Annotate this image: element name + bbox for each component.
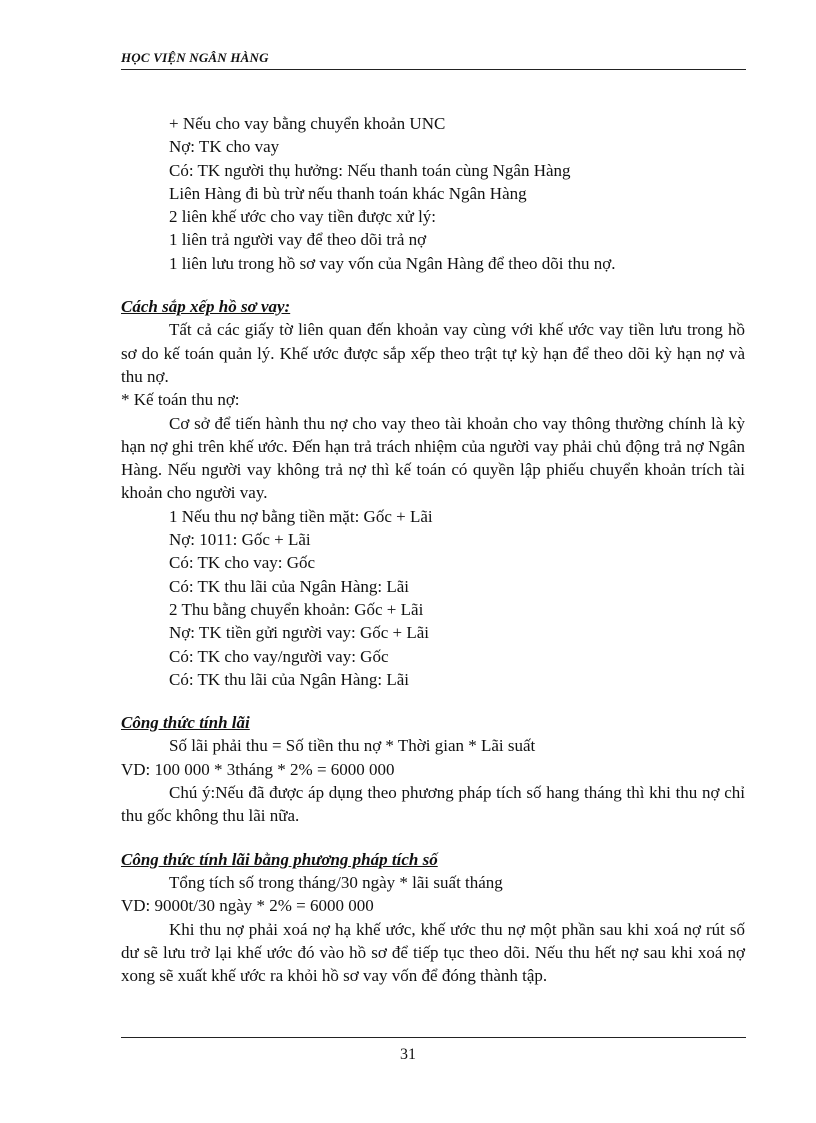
paragraph: Khi thu nợ phải xoá nợ hạ khế ước, khế ước thu nợ một phần sau khi xoá nợ rút số dư sẽ lưu trở lại khế ước đó vào hồ sơ để tiếp tục theo dõi. Nếu thu hết nợ sau khi xoá nợ xong sẽ xuất khế ước ra khỏi hồ sơ vay vốn để đóng thành tập. [121, 919, 745, 986]
formula-line: Tổng tích số trong tháng/30 ngày * lãi suất tháng [169, 872, 503, 892]
entry-line: Có: TK thu lãi của Ngân Hàng: Lãi [169, 576, 409, 596]
section-heading-loan-files: Cách sắp xếp hồ sơ vay: [121, 297, 291, 317]
text-line: 1 liên lưu trong hồ sơ vay vốn của Ngân Hàng để theo dõi thu nợ. [169, 253, 616, 273]
entry-line: Có: TK cho vay/người vay: Gốc [169, 646, 389, 666]
footer-divider [121, 1037, 746, 1038]
section-heading-product-method: Công thức tính lãi bằng phương pháp tích số [121, 849, 438, 869]
example-line: VD: 100 000 * 3tháng * 2% = 6000 000 [121, 759, 395, 779]
note-line: * Kế toán thu nợ: [121, 390, 240, 410]
entry-line: Có: TK thu lãi của Ngân Hàng: Lãi [169, 669, 409, 689]
text-line: + Nếu cho vay bằng chuyển khoản UNC [169, 114, 446, 133]
formula-line: Số lãi phải thu = Số tiền thu nợ * Thời gian * Lãi suất [169, 736, 536, 756]
paragraph: Tất cả các giấy tờ liên quan đến khoản vay cùng với khế ước vay tiền lưu trong hồ sơ do kế toán quản lý. Khế ước được sắp xếp theo trật tự kỳ hạn để theo dõi kỳ hạn nợ và thu nợ. [121, 320, 745, 386]
paragraph: Cơ sở để tiến hành thu nợ cho vay theo tài khoản cho vay thông thường chính là kỳ hạn nợ ghi trên khế ước. Đến hạn trả trách nhiệm của người vay phải chủ động trả nợ Ngân Hàng. Nếu người vay không trả nợ thì kế toán có quyền lập phiếu chuyển khoản trích tài khoản cho người vay. [121, 413, 745, 503]
text-line: 2 liên khế ước cho vay tiền được xử lý: [169, 207, 437, 227]
example-line: VD: 9000t/30 ngày * 2% = 6000 000 [121, 896, 374, 916]
accounting-entries [121, 505, 745, 691]
entry-line: Nợ: TK tiền gửi người vay: Gốc + Lãi [169, 623, 430, 643]
section-heading-interest-formula: Công thức tính lãi [121, 713, 250, 733]
entry-line: Nợ: 1011: Gốc + Lãi [169, 530, 311, 550]
entry-line: 1 Nếu thu nợ bằng tiền mặt: Gốc + Lãi [169, 506, 433, 526]
text-line: 1 liên trả người vay để theo dõi trả nợ [169, 230, 427, 250]
header-divider [121, 69, 746, 70]
text-line: Liên Hàng đi bù trừ nếu thanh toán khác Ngân Hàng [169, 183, 527, 203]
paragraph: Chú ý:Nếu đã được áp dụng theo phương pháp tích số hang tháng thì khi thu nợ chỉ thu gốc không thu lãi nữa. [121, 783, 745, 826]
text-line: Có: TK người thụ hưởng: Nếu thanh toán cùng Ngân Hàng [169, 160, 571, 180]
text-line: Nợ: TK cho vay [169, 137, 280, 157]
unc-section [121, 112, 745, 275]
page-content [121, 112, 745, 987]
page-number: 31 [400, 1046, 416, 1063]
running-header: HỌC VIỆN NGÂN HÀNG [121, 50, 269, 65]
entry-line: Có: TK cho vay: Gốc [169, 553, 316, 573]
entry-line: 2 Thu bằng chuyển khoản: Gốc + Lãi [169, 599, 424, 619]
